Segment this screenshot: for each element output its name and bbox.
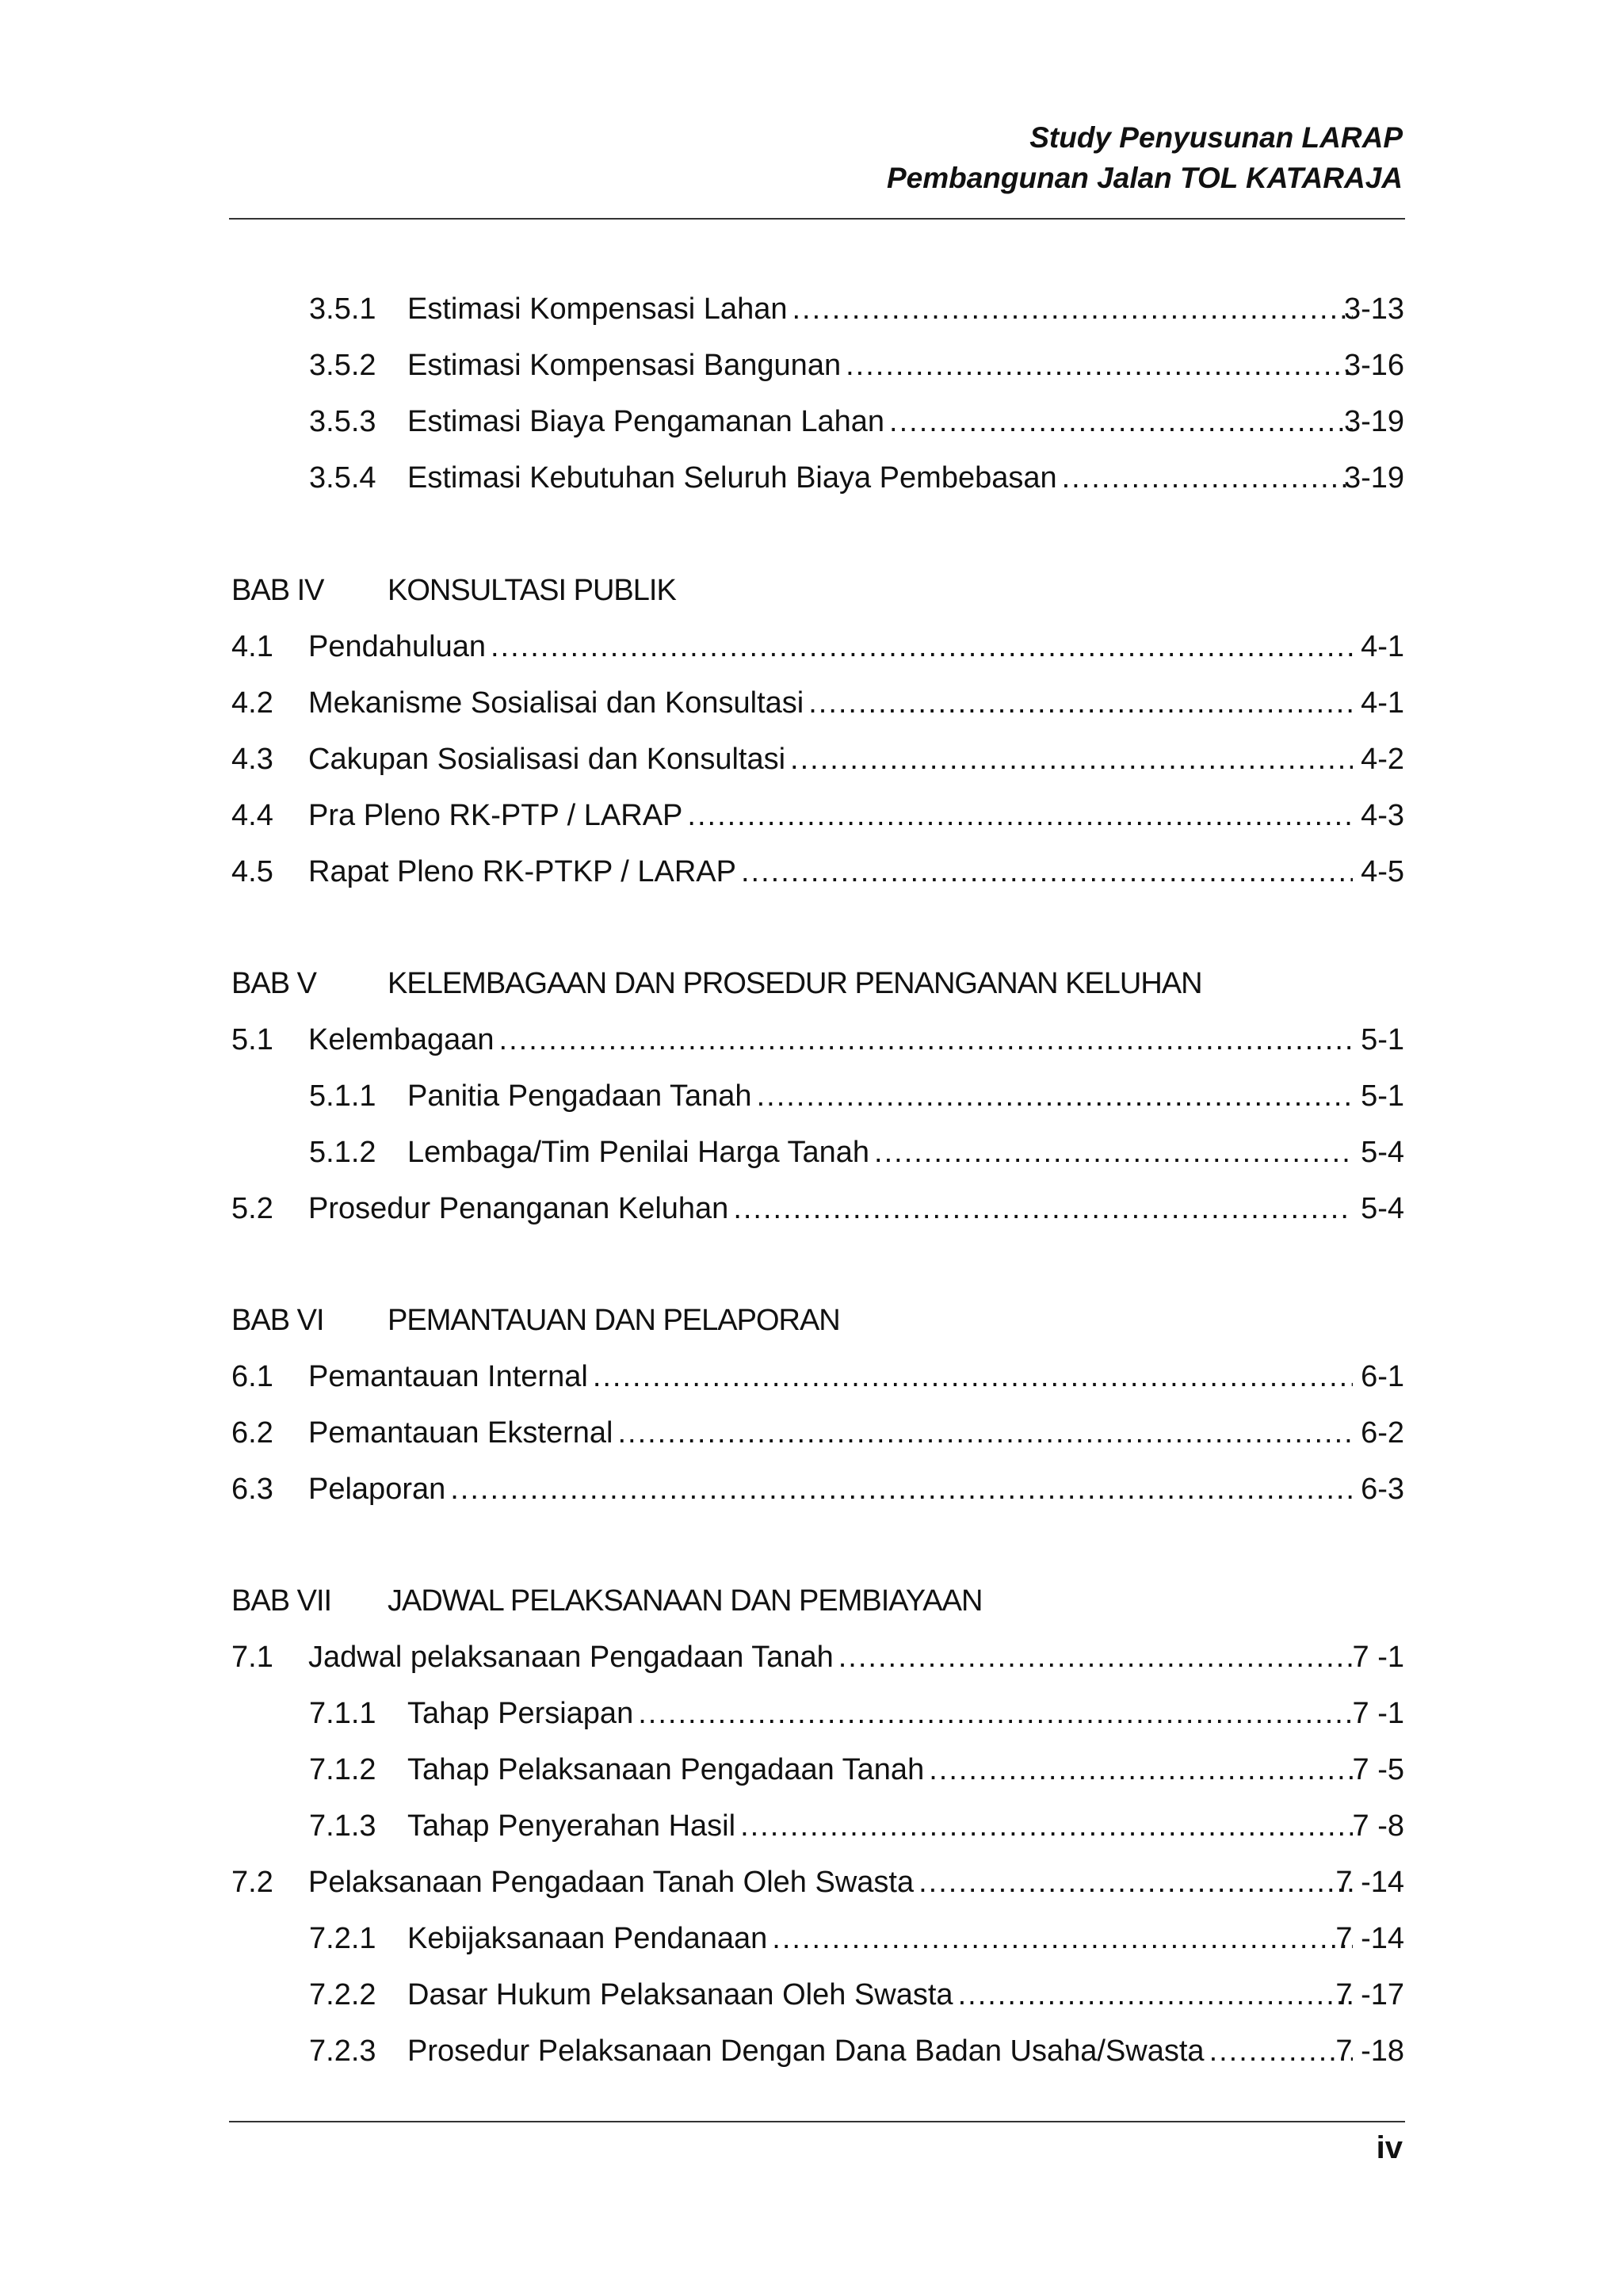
entry-number: 6.1 [231, 1360, 273, 1393]
entry-title: Kelembagaan [308, 1023, 495, 1056]
dot-leader [638, 1686, 1353, 1742]
dot-leader [772, 1911, 1353, 1967]
dot-leader [838, 1629, 1353, 1686]
toc-entry[interactable] [231, 1012, 1404, 1068]
toc-entry[interactable] [231, 1461, 1404, 1518]
toc-entry[interactable] [231, 1349, 1404, 1405]
entry-title: Pelaporan [308, 1473, 446, 1506]
entry-title: Pemantauan Internal [308, 1360, 588, 1393]
entry-title: Estimasi Biaya Pengamanan Lahan [407, 405, 885, 438]
header-line-2: Pembangunan Jalan TOL KATARAJA [886, 162, 1403, 194]
chapter-heading[interactable] [231, 956, 1404, 1012]
entry-page: 5-1 [1361, 1023, 1404, 1056]
entry-title: Dasar Hukum Pelaksanaan Oleh Swasta [407, 1978, 953, 2011]
header-line-1: Study Penyusunan LARAP [1029, 121, 1403, 154]
toc-entry[interactable] [231, 1125, 1404, 1181]
toc-entry[interactable] [231, 1068, 1404, 1125]
entry-title: Tahap Pelaksanaan Pengadaan Tanah [407, 1753, 925, 1786]
toc-entry[interactable] [231, 675, 1404, 732]
entry-number: 7.1 [231, 1641, 273, 1674]
dot-leader [889, 394, 1353, 450]
toc-entry[interactable] [231, 619, 1404, 675]
entry-number: 7.1.3 [309, 1809, 376, 1843]
page-number: iv [1376, 2130, 1403, 2165]
chapter-heading[interactable] [231, 1573, 1404, 1629]
entry-title: Prosedur Penanganan Keluhan [308, 1192, 729, 1225]
chapter-title: JADWAL PELAKSANAAN DAN PEMBIAYAAN [388, 1584, 983, 1618]
entry-number: 4.4 [231, 799, 273, 832]
entry-title: Lembaga/Tim Penilai Harga Tanah [407, 1136, 870, 1169]
entry-title: Tahap Penyerahan Hasil [407, 1809, 736, 1843]
dot-leader [687, 788, 1353, 844]
toc-entry[interactable] [231, 1798, 1404, 1855]
dot-leader [733, 1181, 1353, 1237]
dot-leader [1209, 2023, 1353, 2080]
table-of-contents [231, 0, 1404, 2296]
toc-entry[interactable] [231, 1742, 1404, 1798]
entry-title: Prosedur Pelaksanaan Dengan Dana Badan Usaha/Swasta [407, 2034, 1205, 2068]
entry-page: 7 -14 [1335, 1922, 1404, 1955]
dot-leader [499, 1012, 1353, 1068]
toc-entry[interactable] [231, 732, 1404, 788]
entry-page: 7 -18 [1335, 2034, 1404, 2068]
entry-number: 5.1.1 [309, 1079, 376, 1113]
entry-page: 3-19 [1343, 461, 1404, 495]
entry-title: Cakupan Sosialisasi dan Konsultasi [308, 743, 786, 776]
entry-title: Pelaksanaan Pengadaan Tanah Oleh Swasta [308, 1866, 915, 1899]
entry-page: 4-1 [1361, 630, 1404, 663]
dot-leader [593, 1349, 1353, 1405]
entry-title: Jadwal pelaksanaan Pengadaan Tanah [308, 1641, 834, 1674]
dot-leader [790, 732, 1353, 788]
entry-page: 3-16 [1343, 349, 1404, 382]
toc-entry[interactable] [231, 394, 1404, 450]
chapter-title: KONSULTASI PUBLIK [388, 574, 676, 607]
chapter-heading[interactable] [231, 563, 1404, 619]
toc-entry[interactable] [231, 2023, 1404, 2080]
toc-entry[interactable] [231, 1686, 1404, 1742]
entry-number: 3.5.1 [309, 292, 376, 326]
entry-title: Tahap Persiapan [407, 1697, 634, 1730]
entry-number: 7.2.3 [309, 2034, 376, 2068]
footer-rule [229, 2121, 1405, 2122]
chapter-number: BAB VII [231, 1584, 332, 1618]
entry-number: 7.2.2 [309, 1978, 376, 2011]
dot-leader [491, 619, 1353, 675]
entry-page: 3-13 [1343, 292, 1404, 326]
entry-number: 6.3 [231, 1473, 273, 1506]
toc-entry[interactable] [231, 1967, 1404, 2023]
entry-number: 7.2.1 [309, 1922, 376, 1955]
entry-number: 7.2 [231, 1866, 273, 1899]
entry-number: 5.1 [231, 1023, 273, 1056]
dot-leader [740, 1798, 1353, 1855]
entry-title: Pra Pleno RK-PTP / LARAP [308, 799, 683, 832]
entry-title: Pemantauan Eksternal [308, 1416, 613, 1450]
entry-number: 3.5.2 [309, 349, 376, 382]
entry-number: 5.2 [231, 1192, 273, 1225]
chapter-number: BAB VI [231, 1304, 324, 1337]
entry-page: 7 -14 [1335, 1866, 1404, 1899]
toc-entry[interactable] [231, 450, 1404, 506]
entry-number: 4.3 [231, 743, 273, 776]
dot-leader [741, 844, 1353, 900]
dot-leader [918, 1855, 1353, 1911]
entry-title: Panitia Pengadaan Tanah [407, 1079, 752, 1113]
entry-page: 6-2 [1361, 1416, 1404, 1450]
entry-number: 4.5 [231, 855, 273, 888]
dot-leader [757, 1068, 1353, 1125]
entry-title: Rapat Pleno RK-PTKP / LARAP [308, 855, 736, 888]
toc-entry[interactable] [231, 1405, 1404, 1461]
chapter-title: KELEMBAGAAN DAN PROSEDUR PENANGANAN KELUHAN [388, 967, 1202, 1000]
entry-number: 4.2 [231, 686, 273, 720]
entry-page: 5-4 [1361, 1192, 1404, 1225]
dot-leader [846, 338, 1353, 394]
entry-title: Estimasi Kompensasi Bangunan [407, 349, 842, 382]
dot-leader [617, 1405, 1353, 1461]
entry-page: 7 -1 [1352, 1697, 1404, 1730]
entry-number: 4.1 [231, 630, 273, 663]
entry-number: 3.5.3 [309, 405, 376, 438]
entry-title: Estimasi Kompensasi Lahan [407, 292, 788, 326]
chapter-heading[interactable] [231, 1293, 1404, 1349]
entry-page: 5-4 [1361, 1136, 1404, 1169]
dot-leader [874, 1125, 1353, 1181]
entry-title: Estimasi Kebutuhan Seluruh Biaya Pembebasan [407, 461, 1057, 495]
entry-number: 3.5.4 [309, 461, 376, 495]
chapter-number: BAB IV [231, 574, 324, 607]
chapter-number: BAB V [231, 967, 316, 1000]
dot-leader [958, 1967, 1353, 2023]
entry-page: 6-3 [1361, 1473, 1404, 1506]
dot-leader [792, 281, 1353, 338]
entry-title: Kebijaksanaan Pendanaan [407, 1922, 768, 1955]
entry-page: 7 -17 [1335, 1978, 1404, 2011]
entry-number: 6.2 [231, 1416, 273, 1450]
entry-title: Mekanisme Sosialisai dan Konsultasi [308, 686, 804, 720]
toc-entry[interactable] [231, 338, 1404, 394]
entry-page: 3-19 [1343, 405, 1404, 438]
toc-entry[interactable] [231, 844, 1404, 900]
entry-page: 7 -1 [1352, 1641, 1404, 1674]
dot-leader [929, 1742, 1353, 1798]
entry-page: 7 -8 [1352, 1809, 1404, 1843]
toc-entry[interactable] [231, 1855, 1404, 1911]
toc-entry[interactable] [231, 1911, 1404, 1967]
entry-page: 6-1 [1361, 1360, 1404, 1393]
entry-page: 4-1 [1361, 686, 1404, 720]
toc-entry[interactable] [231, 788, 1404, 844]
toc-entry[interactable] [231, 1181, 1404, 1237]
entry-page: 4-5 [1361, 855, 1404, 888]
entry-title: Pendahuluan [308, 630, 486, 663]
entry-page: 5-1 [1361, 1079, 1404, 1113]
toc-entry[interactable] [231, 1629, 1404, 1686]
chapter-title: PEMANTAUAN DAN PELAPORAN [388, 1304, 840, 1337]
entry-page: 4-2 [1361, 743, 1404, 776]
dot-leader [808, 675, 1353, 732]
entry-number: 5.1.2 [309, 1136, 376, 1169]
dot-leader [1062, 450, 1353, 506]
toc-entry[interactable] [231, 281, 1404, 338]
entry-page: 4-3 [1361, 799, 1404, 832]
entry-page: 7 -5 [1352, 1753, 1404, 1786]
entry-number: 7.1.2 [309, 1753, 376, 1786]
entry-number: 7.1.1 [309, 1697, 376, 1730]
dot-leader [450, 1461, 1353, 1518]
